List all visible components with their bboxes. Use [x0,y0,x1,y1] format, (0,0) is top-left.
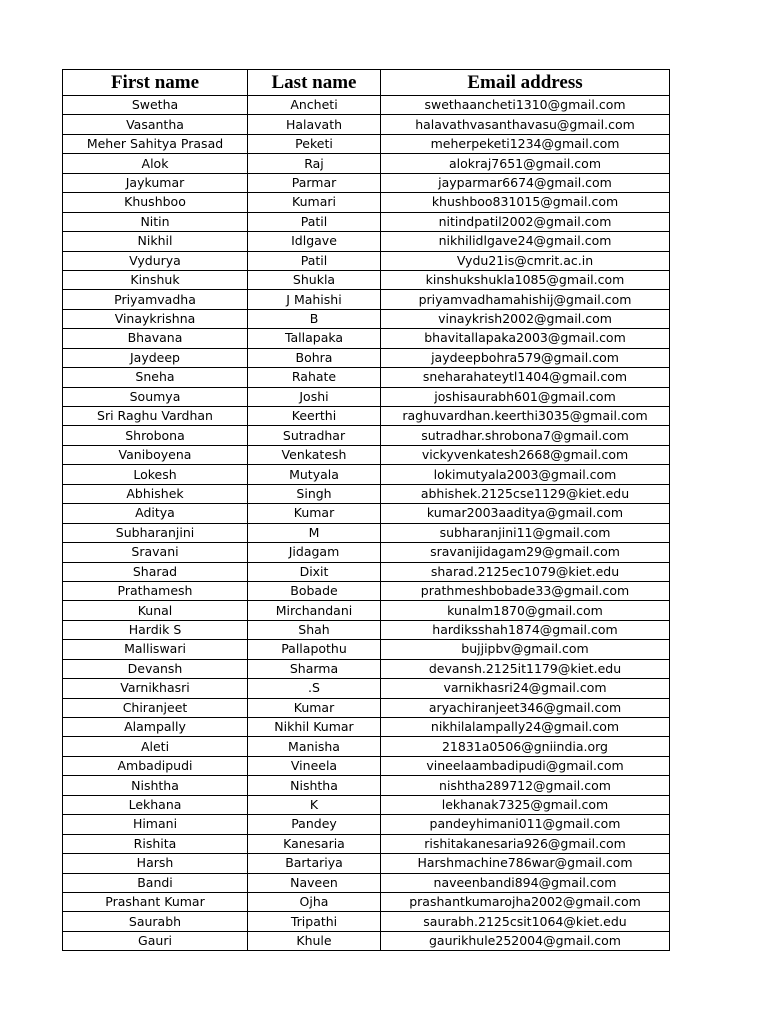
table-row [63,659,670,678]
last-name-cell: B [248,309,381,328]
last-name-cell: Jidagam [248,543,381,562]
table-row [63,795,670,814]
table-row [63,309,670,328]
first-name-cell: Jaykumar [63,173,248,192]
first-name-cell: Swetha [63,96,248,115]
table-row [63,854,670,873]
first-name-cell: Varnikhasri [63,679,248,698]
last-name-cell: K [248,795,381,814]
first-name-cell: Sri Raghu Vardhan [63,407,248,426]
first-name-cell: Jaydeep [63,348,248,367]
email-cell: bhavitallapaka2003@gmail.com [381,329,670,348]
table-row [63,426,670,445]
table-row [63,834,670,853]
first-name-cell: Prathamesh [63,581,248,600]
last-name-cell: Kanesaria [248,834,381,853]
first-name-cell: Nitin [63,212,248,231]
email-cell: hardiksshah1874@gmail.com [381,620,670,639]
table-row [63,212,670,231]
last-name-cell: Keerthi [248,407,381,426]
table-row [63,173,670,192]
last-name-cell: Mutyala [248,465,381,484]
last-name-cell: Venkatesh [248,445,381,464]
table-row [63,484,670,503]
first-name-cell: Nishtha [63,776,248,795]
last-name-cell: Dixit [248,562,381,581]
first-name-cell: Alampally [63,718,248,737]
table-row [63,679,670,698]
last-name-cell: Kumari [248,193,381,212]
email-cell: nikhilalampally24@gmail.com [381,718,670,737]
table-row [63,737,670,756]
email-cell: varnikhasri24@gmail.com [381,679,670,698]
last-name-cell: Khule [248,931,381,950]
table-row [63,251,670,270]
last-name-cell: Bartariya [248,854,381,873]
email-cell: prashantkumarojha2002@gmail.com [381,892,670,911]
table-row [63,873,670,892]
table-row [63,776,670,795]
email-cell: sutradhar.shrobona7@gmail.com [381,426,670,445]
last-name-cell: Shah [248,620,381,639]
table-row [63,931,670,950]
table-row [63,718,670,737]
email-cell: halavathvasanthavasu@gmail.com [381,115,670,134]
first-name-cell: Shrobona [63,426,248,445]
email-cell: lokimutyala2003@gmail.com [381,465,670,484]
last-name-cell: Singh [248,484,381,503]
table-row [63,912,670,931]
last-name-cell: Shukla [248,270,381,289]
email-cell: alokraj7651@gmail.com [381,154,670,173]
first-name-cell: Aditya [63,504,248,523]
first-name-cell: Vydurya [63,251,248,270]
first-name-cell: Chiranjeet [63,698,248,717]
table-row [63,232,670,251]
table-row [63,581,670,600]
first-name-cell: Abhishek [63,484,248,503]
email-cell: Harshmachine786war@gmail.com [381,854,670,873]
table-row [63,134,670,153]
first-name-cell: Nikhil [63,232,248,251]
first-name-cell: Lekhana [63,795,248,814]
email-cell: priyamvadhamahishij@gmail.com [381,290,670,309]
first-name-cell: Alok [63,154,248,173]
first-name-cell: Sharad [63,562,248,581]
table-body [63,96,670,951]
header-email-address: Email address [381,70,670,96]
first-name-cell: Aleti [63,737,248,756]
email-cell: nikhilidlgave24@gmail.com [381,232,670,251]
first-name-cell: Lokesh [63,465,248,484]
first-name-cell: Himani [63,815,248,834]
last-name-cell: Pallapothu [248,640,381,659]
email-cell: prathmeshbobade33@gmail.com [381,581,670,600]
table-row [63,368,670,387]
email-cell: Vydu21is@cmrit.ac.in [381,251,670,270]
table-row [63,815,670,834]
last-name-cell: Naveen [248,873,381,892]
last-name-cell: Pandey [248,815,381,834]
first-name-cell: Bandi [63,873,248,892]
first-name-cell: Hardik S [63,620,248,639]
email-cell: naveenbandi894@gmail.com [381,873,670,892]
last-name-cell: Halavath [248,115,381,134]
email-cell: saurabh.2125csit1064@kiet.edu [381,912,670,931]
table-row [63,407,670,426]
first-name-cell: Gauri [63,931,248,950]
email-cell: sneharahateytl1404@gmail.com [381,368,670,387]
email-cell: jayparmar6674@gmail.com [381,173,670,192]
email-cell: abhishek.2125cse1129@kiet.edu [381,484,670,503]
last-name-cell: Kumar [248,504,381,523]
last-name-cell: M [248,523,381,542]
email-cell: kumar2003aaditya@gmail.com [381,504,670,523]
last-name-cell: Tallapaka [248,329,381,348]
table-row [63,329,670,348]
first-name-cell: Vinaykrishna [63,309,248,328]
header-last-name: Last name [248,70,381,96]
last-name-cell: Rahate [248,368,381,387]
last-name-cell: Parmar [248,173,381,192]
first-name-cell: Vaniboyena [63,445,248,464]
table-row [63,892,670,911]
first-name-cell: Kunal [63,601,248,620]
email-cell: devansh.2125it1179@kiet.edu [381,659,670,678]
table-row [63,115,670,134]
last-name-cell: Peketi [248,134,381,153]
table-row [63,562,670,581]
email-cell: aryachiranjeet346@gmail.com [381,698,670,717]
last-name-cell: Nishtha [248,776,381,795]
last-name-cell: Tripathi [248,912,381,931]
last-name-cell: Kumar [248,698,381,717]
table-row [63,698,670,717]
first-name-cell: Devansh [63,659,248,678]
last-name-cell: Mirchandani [248,601,381,620]
last-name-cell: Bobade [248,581,381,600]
last-name-cell: Patil [248,212,381,231]
table-row [63,348,670,367]
email-cell: sharad.2125ec1079@kiet.edu [381,562,670,581]
last-name-cell: Manisha [248,737,381,756]
last-name-cell: Ancheti [248,96,381,115]
email-cell: pandeyhimani011@gmail.com [381,815,670,834]
last-name-cell: Sharma [248,659,381,678]
first-name-cell: Subharanjini [63,523,248,542]
email-cell: kinshukshukla1085@gmail.com [381,270,670,289]
table-row [63,543,670,562]
email-cell: subharanjini11@gmail.com [381,523,670,542]
email-cell: gaurikhule252004@gmail.com [381,931,670,950]
last-name-cell: Bohra [248,348,381,367]
first-name-cell: Sravani [63,543,248,562]
first-name-cell: Prashant Kumar [63,892,248,911]
table-row [63,601,670,620]
email-cell: swethaancheti1310@gmail.com [381,96,670,115]
email-cell: khushboo831015@gmail.com [381,193,670,212]
first-name-cell: Meher Sahitya Prasad [63,134,248,153]
contact-table [62,69,670,951]
table-row [63,756,670,775]
table-row [63,445,670,464]
email-cell: vinaykrish2002@gmail.com [381,309,670,328]
last-name-cell: Ojha [248,892,381,911]
table-row [63,504,670,523]
email-cell: lekhanak7325@gmail.com [381,795,670,814]
first-name-cell: Saurabh [63,912,248,931]
email-cell: sravanijidagam29@gmail.com [381,543,670,562]
table-row [63,270,670,289]
table-row [63,96,670,115]
email-cell: 21831a0506@gniindia.org [381,737,670,756]
first-name-cell: Khushboo [63,193,248,212]
last-name-cell: Nikhil Kumar [248,718,381,737]
last-name-cell: Patil [248,251,381,270]
table-row [63,154,670,173]
last-name-cell: Joshi [248,387,381,406]
first-name-cell: Rishita [63,834,248,853]
table-header-row [63,70,670,96]
email-cell: jaydeepbohra579@gmail.com [381,348,670,367]
email-cell: nishtha289712@gmail.com [381,776,670,795]
first-name-cell: Vasantha [63,115,248,134]
first-name-cell: Harsh [63,854,248,873]
table-row [63,640,670,659]
last-name-cell: J Mahishi [248,290,381,309]
first-name-cell: Sneha [63,368,248,387]
last-name-cell: Vineela [248,756,381,775]
email-cell: vineelaambadipudi@gmail.com [381,756,670,775]
table-row [63,387,670,406]
table-row [63,193,670,212]
first-name-cell: Ambadipudi [63,756,248,775]
table-row [63,465,670,484]
last-name-cell: Sutradhar [248,426,381,445]
email-cell: joshisaurabh601@gmail.com [381,387,670,406]
first-name-cell: Kinshuk [63,270,248,289]
last-name-cell: Idlgave [248,232,381,251]
email-cell: bujjipbv@gmail.com [381,640,670,659]
email-cell: kunalm1870@gmail.com [381,601,670,620]
header-first-name: First name [63,70,248,96]
table-row [63,620,670,639]
table-row [63,290,670,309]
first-name-cell: Bhavana [63,329,248,348]
first-name-cell: Priyamvadha [63,290,248,309]
first-name-cell: Soumya [63,387,248,406]
email-cell: meherpeketi1234@gmail.com [381,134,670,153]
last-name-cell: .S [248,679,381,698]
email-cell: nitindpatil2002@gmail.com [381,212,670,231]
email-cell: raghuvardhan.keerthi3035@gmail.com [381,407,670,426]
table-row [63,523,670,542]
email-cell: rishitakanesaria926@gmail.com [381,834,670,853]
email-cell: vickyvenkatesh2668@gmail.com [381,445,670,464]
first-name-cell: Malliswari [63,640,248,659]
last-name-cell: Raj [248,154,381,173]
